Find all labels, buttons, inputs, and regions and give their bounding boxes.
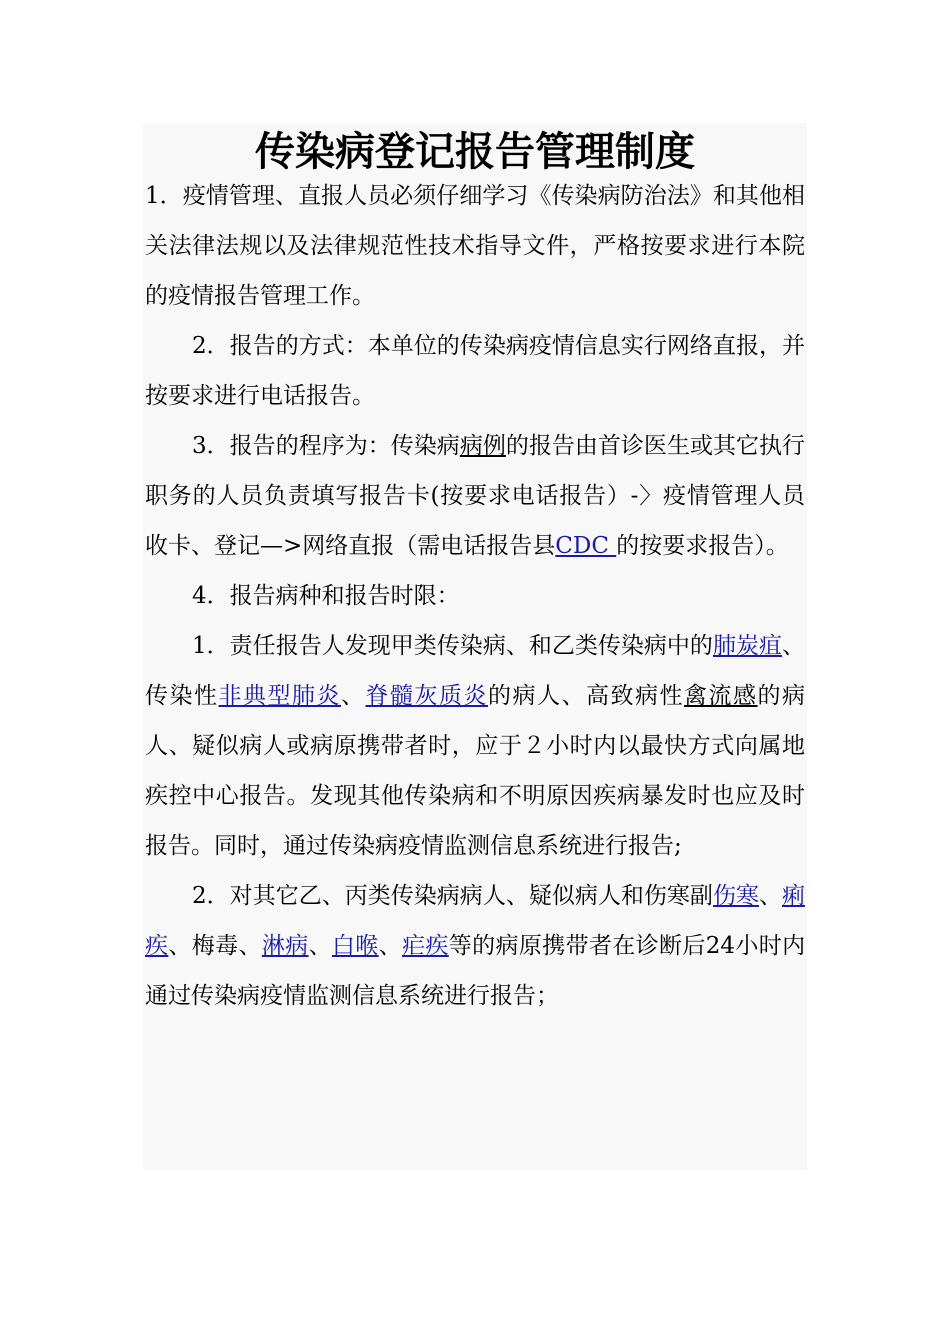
paragraph-6-text-3: 、梅毒、 <box>168 933 262 959</box>
paragraph-5-text-5: 的病人、疑似病人或病原携带者时，应于２小时内以最快方式向属地疾控中心报告。发现其他传染病和不明原因疾病暴发时也应及时报告。同时，通过传染病疫情监测信息系统进行报告; <box>145 683 805 859</box>
link-gonorrhea[interactable]: 淋病 <box>261 933 309 959</box>
link-typhoid[interactable]: 伤寒 <box>712 883 759 909</box>
paragraph-5-text-4: 的病人、高致病性 <box>488 683 684 709</box>
document-body <box>145 123 805 1021</box>
paragraph-3-text-3: 的按要求报告）。 <box>616 533 789 559</box>
paragraph-5 <box>145 621 805 871</box>
link-dysentery[interactable]: 痢疾 <box>145 883 805 959</box>
link-pulmonary-anthrax[interactable]: 肺炭疽 <box>712 633 782 659</box>
paragraph-3-text-2: 的报告由首诊医生或其它执行职务的人员负责填写报告卡(按要求电话报告）-〉疫情管理人员收卡、登记—>网络直报（需电话报告县 <box>145 433 806 559</box>
paragraph-6-text-2: 、 <box>758 883 782 909</box>
underlined-term-case: 病例 <box>459 433 506 459</box>
paragraph-6 <box>145 871 805 1021</box>
paragraph-6-text-5: 、 <box>378 933 403 959</box>
paragraph-6-text-4: 、 <box>308 933 332 959</box>
paragraph-2: 2．报告的方式：本单位的传染病疫情信息实行网络直报，并按要求进行电话报告。 <box>145 333 805 409</box>
paragraph-4: 4．报告病种和报告时限： <box>192 583 460 609</box>
link-cdc[interactable]: CDC <box>555 533 617 559</box>
link-sars[interactable]: 非典型肺炎 <box>218 683 341 709</box>
paragraph-6-text-6: 等的病原携带者在诊断后24小时内通过传染病疫情监测信息系统进行报告； <box>145 933 806 1009</box>
paragraph-6-text-1: 2．对其它乙、丙类传染病病人、疑似病人和伤寒副 <box>192 883 713 909</box>
paragraph-1: 1．疫情管理、直报人员必须仔细学习《传染病防治法》和其他相关法律法规以及法律规范性技术指导文件，严格按要求进行本院的疫情报告管理工作。 <box>145 183 805 309</box>
paragraph-3-text-1: 3．报告的程序为：传染病 <box>192 433 460 459</box>
paragraph-5-text-1: 1．责任报告人发现甲类传染病、和乙类传染病中的 <box>192 633 713 659</box>
paragraph-5-text-2: 、传染性 <box>145 633 805 709</box>
link-polio[interactable]: 脊髓灰质炎 <box>365 683 488 709</box>
link-malaria[interactable]: 疟疾 <box>402 933 449 959</box>
paragraph-5-text-3: 、 <box>341 683 366 709</box>
paragraph-3 <box>145 421 805 571</box>
underlined-term-avian-flu: 禽流感 <box>684 683 758 709</box>
page-title: 传染病登记报告管理制度 <box>255 128 695 175</box>
link-diphtheria[interactable]: 白喉 <box>331 933 379 959</box>
